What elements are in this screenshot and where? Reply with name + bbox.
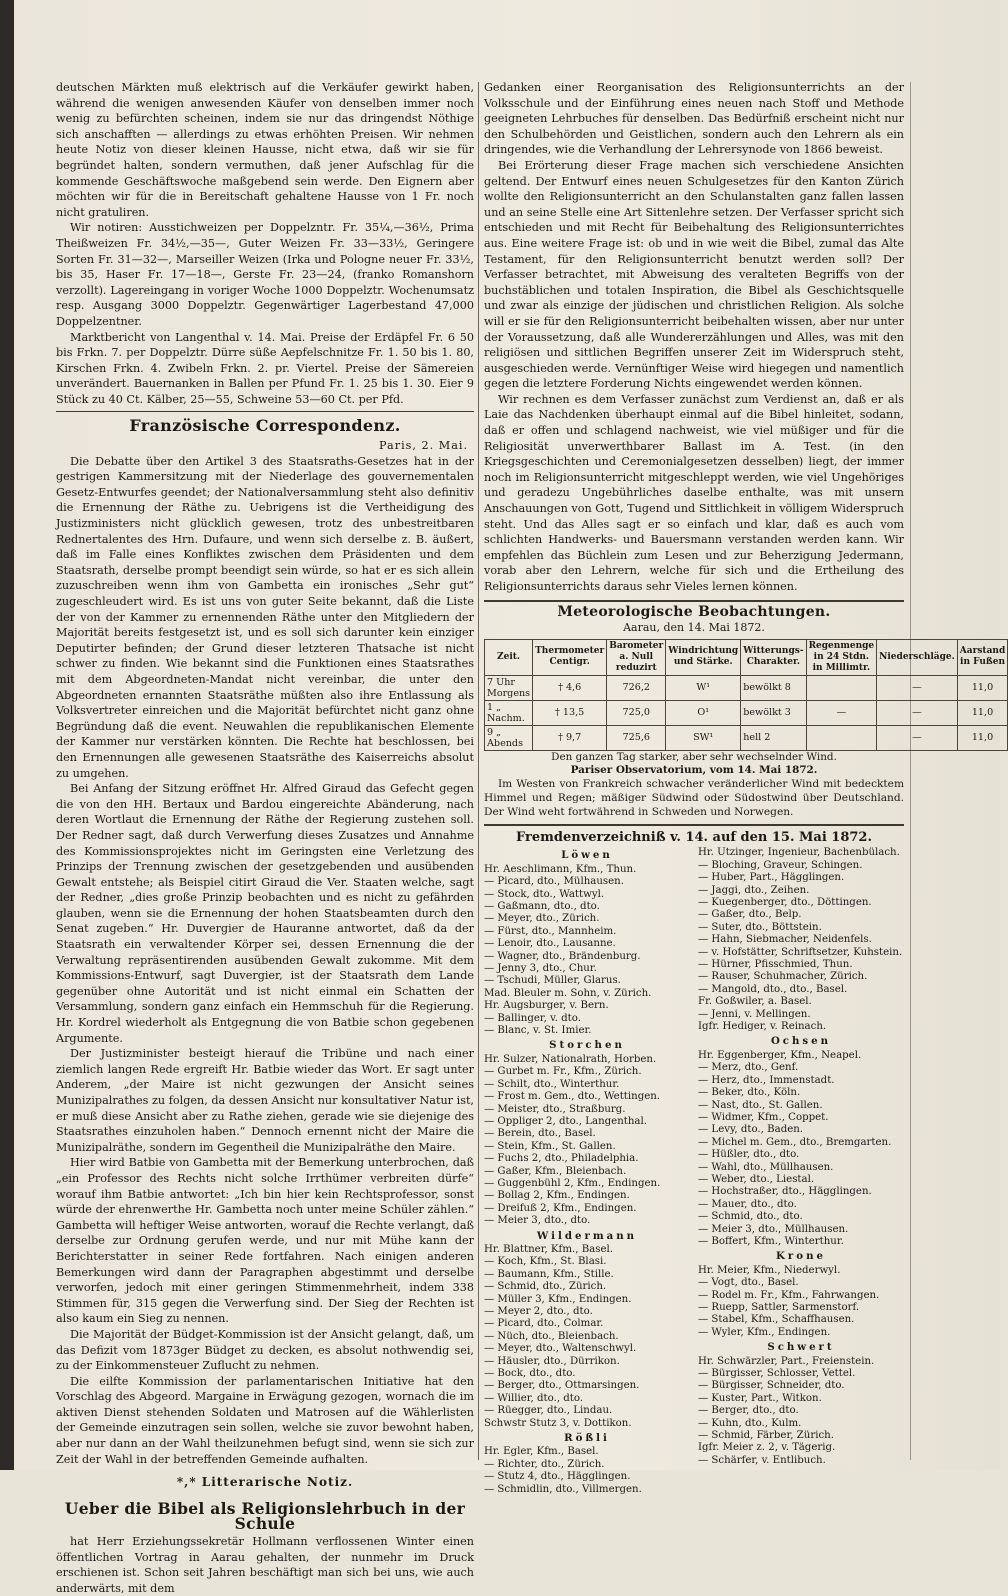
langenthal-market-report: Marktbericht von Langenthal v. 14. Mai. Preise der Erdäpfel Fr. 6 50 bis Frkn. 7. per Doppelztr. Dürre süße Aepfelschnitze Fr. 1. 50 bis 1. 80, Kirschen Frkn. 4. Zwibeln Frkn. 2. pr. Viertel. Preise der Sämereien unverändert. Bauernanken in Ballen per Pfund Fr. 1. 25 bis 1. 30. Eier 9 Stück zu 40 Ct. Kälber, 25—55, Schweine 53—60 Ct. per Pfd. [56,330,474,406]
list-item: — Wyler, Kfm., Endingen. [698,1326,831,1338]
list-item: — Hochstraßer, dto., Hägglingen. [698,1186,872,1198]
bible-article-heading: Ueber die Bibel als Religionslehrbuch in der Schule [64,1498,466,1534]
list-item: — Müller 3, Kfm., Endingen. [484,1293,632,1305]
market-paragraph-2: Wir notiren: Ausstichweizen per Doppelzntr. Fr. 35¼,—36½, Prima Theißweizen Fr. 34½,—35—, Guter Weizen Fr. 33—33½, Geringere Sorten Fr. 31—32—, Marseiller Weizen (Irka und Pologne neuer Fr. 33½, bis 35, Haser Fr. 17—18—, Gerste Fr. 23—24, (franko Romanshorn verzollt). Lagereingang in voriger Woche 1000 Doppelztr. Wochenumsatz resp. Ausgang 3000 Doppelztr. Gegenwärtiger Lagerbestand 47,000 Doppelzentner. [56,221,474,328]
list-item: — Meier 3, dto., Müllhausen. [698,1223,849,1235]
list-item: — Tschudi, Müller, Glarus. [484,975,621,987]
list-item: — Gaßer, Kfm., Bleienbach. [484,1165,627,1177]
french-paragraph-1: Die Debatte über den Artikel 3 des Staatsraths-Gesetzes hat in der gestrigen Kammersitzung mit der Niederlage des gouvernementalen Gesetz-Entwurfes geendet; der Nationalversammlung steht also definitiv die Ernennung der Räthe zu. Uebrigens ist die Vertheidigung des Justizministers nicht glücklich gewesen, trotz des unbestreitbaren Rednertalentes des Hrn. Dufaure, und wenn sich derselbe z. B. äußert, daß im Falle eines Konfliktes zwischen dem Präsidenten und dem Staatsrath, derselbe prompt beendigt sein würde, so hat er es sich allein zuzuschreiben wenn ihm von Gambetta ein ironisches „Sehr gut“ zugeschleudert wird. Es ist uns von guter Seite bekannt, daß die Liste der von der Kammer zu ernennenden Räthe unter den Mitgliedern der Majorität bereits festgesetzt ist, und es soll sich darunter kein einziger Deputirter befinden; der Grund dieser letzteren Thatsache ist nicht schwer zu finden. Wie bekannt sind die Funktionen eines Staatsrathes mit dem Abgeordneten-Mandat nicht vereinbar, die unter den Abgeordneten ernannten Staatsräthe müßten also ihre Entlassung als Volksvertreter einreichen und die Majorität befürchtet nicht ganz ohne Begründung daß die event. Neuwahlen die republikanischen Elemente der Kammer nur verstärken könnten. Die Rechte hat beschlossen, bei den Ernennungen alle gewesenen Staatsräthe des Kaiserreichs absolut zu umgehen. [56,454,474,780]
list-item: — Picard, dto., Colmar. [484,1318,604,1330]
list-item: Hr. Sulzer, Nationalrath, Horben. [484,1053,657,1065]
hotel-name: Krone [776,1250,826,1263]
list-item: — Bürgisser, Schneider, dto. [698,1380,845,1392]
list-item: — Rodel m. Fr., Kfm., Fahrwangen. [698,1289,880,1301]
weather-col-thermometer: Thermometer Centigr. [533,639,607,675]
list-item: Schwstr Stutz 3, v. Dottikon. [484,1417,632,1429]
list-item: — Hüßler, dto., dto. [698,1149,800,1161]
weather-dateline: Aarau, den 14. Mai 1872. [623,621,765,635]
table-row: 7 Uhr Morgens † 4,6 726,2 W¹ bewölkt 8 — 11,0 [485,675,1008,700]
list-item: Hr. Egler, Kfm., Basel. [484,1446,599,1458]
list-item: — Frost m. Gem., dto., Wettingen. [484,1091,661,1103]
bible-paragraph-1: hat Herr Erziehungssekretär Hollmann verflossenen Winter einen öffentlichen Vortrag in Aarau gehalten, der nunmehr im Druck erschienen ist. Schon seit Jahren beschäftigt man sich bei uns, wie auch anderwärts, mit dem [56,1535,474,1595]
list-item: Hr. Blattner, Kfm., Basel. [484,1243,614,1255]
list-item: — Stein, Kfm., St. Gallen. [484,1140,616,1152]
list-item: — Oppliger 2, dto., Langenthal. [484,1115,647,1127]
hotel-name: Storchen [549,1039,625,1052]
literary-note-heading: *,* Litterarische Notiz. [176,1475,354,1490]
list-item: — Schmid, Färber, Zürich. [698,1430,834,1442]
page-right-border [910,82,911,1460]
list-item: — Widmer, Kfm., Coppet. [698,1111,829,1123]
list-item: — Lenoir, dto., Lausanne. [484,938,616,950]
weather-col-precip: Niederschläge. [877,639,958,675]
list-item: — Wahl, dto., Müllhausen. [698,1161,834,1173]
list-item: — Stock, dto., Wattwyl. [484,888,605,900]
weather-note: Den ganzen Tag starker, aber sehr wechselnder Wind. [551,750,837,763]
list-item: — Ruepp, Sattler, Sarmenstorf. [698,1302,860,1313]
list-item: Igfr. Meier z. 2, v. Tägerig. [698,1442,836,1454]
visitor-list-heading: Fremdenverzeichniß v. 14. auf den 15. Mai 1872. [515,829,872,845]
list-item: — Michel m. Gem., dto., Bremgarten. [698,1136,892,1148]
list-item: — Bloching, Graveur, Schingen. [698,859,863,871]
weather-table [484,639,1008,751]
list-item: — Schmid, dto., dto. [698,1211,803,1223]
list-item: — Rauser, Schuhmacher, Zürich. [698,971,868,983]
list-item: — Bürgisser, Schlosser, Vettel. [698,1368,856,1380]
list-item: — Jenni, v. Mellingen. [698,1008,811,1020]
list-item: — Kuster, Part., Witkon. [698,1392,822,1404]
list-item: — Picard, dto., Mülhausen. [484,876,624,888]
list-item: — Gaßmann, dto., dto. [484,901,600,912]
list-item: — Fuchs 2, dto., Philadelphia. [484,1153,639,1165]
weather-col-zeit: Zeit. [485,639,533,675]
scan-edge [0,0,14,1470]
list-item: — Koch, Kfm., St. Blasi. [484,1256,607,1268]
hotel-name: Ochsen [770,1035,832,1048]
table-row: 1 „ Nachm. † 13,5 725,0 O¹ bewölkt 3 — — 11,0 [485,700,1008,725]
list-item: — Gaßer, dto., Belp. [698,909,802,921]
list-item: Hr. Aeschlimann, Kfm., Thun. [484,863,637,875]
section-rule [484,824,904,826]
list-item: — Dreifuß 2, Kfm., Endingen. [484,1202,637,1214]
paris-observatory-heading: Pariser Observatorium, vom 14. Mai 1872. [570,763,818,776]
list-item: — Jenny 3, dto., Chur. [484,963,597,975]
list-item: Hr. Augsburger, v. Bern. [484,1000,609,1012]
weather-col-rain: Regenmenge in 24 Stdn. in Millimtr. [806,639,877,675]
list-item: — Weber, dto., Liestal. [698,1173,815,1185]
list-item: — Schmid, dto., Zürich. [484,1281,607,1293]
list-item: — Meyer, dto., Waltenschwyl. [484,1343,637,1355]
list-item: — Ballinger, v. dto. [484,1012,581,1024]
list-item: — Meister, dto., Straßburg. [484,1103,626,1115]
hotel-name: Wildermann [536,1229,638,1242]
list-item: — Stutz 4, dto., Hägglingen. [484,1471,631,1483]
market-paragraph-1: deutschen Märkten muß elektrisch auf die Verkäufer gewirkt haben, während die wenigen anwesenden Käufer von denselben immer noch wenig zu befürchten scheinen, indem sie nur das dringendst Nöthige sich anschafften — allerdings zu etwas erhöhten Preisen. Wir nehmen heute Notiz von dieser kleinen Hausse, nicht etwa, daß wir sie für begründet halten, sondern vermuthen, daß jener Aufschlag für die kommende Geschäftswoche maßgebend sein werde. Den Eignern aber möchten wir für die in Bereitschaft gehaltene Hausse von 1 Fr. noch nicht gratuliren. [56,81,474,219]
list-item: — Hürner, Pfisschmied, Thun. [698,959,853,971]
list-item: — Blanc, v. St. Imier. [484,1025,592,1037]
weather-heading: Meteorologische Beobachtungen. [557,603,831,620]
bible-continuation-1: Gedanken einer Reorganisation des Religionsunterrichts an der Volksschule und der Einführung eines neuen nach Stoff und Methode geeigneten Lehrbuches für denselben. Das Bedürfniß erscheint nicht nur den Schulbehörden und Geistlichen, sondern auch den Lehrern als ein dringendes, wie die Verhandlung der Lehrersynode von 1866 beweist. [484,81,904,157]
list-item: — Meyer 2, dto., dto. [484,1306,593,1317]
right-column [484,80,1006,1495]
list-item: — Baumann, Kfm., Stille. [484,1268,614,1280]
weather-col-sky: Witterungs-Charakter. [741,639,806,675]
list-item: — Suter, dto., Böttstein. [698,921,822,933]
visitor-list-left [484,847,694,1496]
list-item: — Bollag 2, Kfm., Endingen. [484,1190,630,1202]
weather-col-river: Aarstand in Fußen [957,639,1007,675]
list-item: — Willier, dto., dto. [484,1392,584,1404]
french-correspondence-heading: Französische Correspondenz. [129,416,401,436]
list-item: — Hahn, Siebmacher, Neidenfels. [698,934,872,946]
list-item: Hr. Meier, Kfm., Niederwyl. [698,1264,841,1276]
list-item: — Mauer, dto., dto. [698,1198,797,1210]
list-item: — Fürst, dto., Mannheim. [484,925,617,937]
list-item: — Berger, dto., dto. [698,1405,799,1417]
list-item: — Nast, dto., St. Gallen. [698,1099,823,1111]
list-item: — Kuegenberger, dto., Döttingen. [698,897,872,908]
list-item: — Beker, dto., Köln. [698,1087,801,1099]
list-item: Mad. Bleuler m. Sohn, v. Zürich. [484,987,652,999]
bible-continuation-2: Bei Erörterung dieser Frage machen sich verschiedene Ansichten geltend. Der Entwurf eines neuen Schulgesetzes für den Kanton Zürich wollte den Religionsunterricht an den Schulanstalten ganz fallen lassen und an seine Stelle eine Art Sittenlehre setzen. Der Verfasser spricht sich entschieden und mit Recht für Beibehaltung des Religionsunterrichtes aus. Eine weitere Frage ist: ob und in wie weit die Bibel, zumal das Alte Testament, für den Religionsunterricht benutzt werden soll? Der Verfasser betrachtet, mit Abweisung des veralteten Begriffs von der buchstäblichen und totalen Inspiration, die Bibel als Geschichtsquelle und zwar als einzige der jüdischen und christlichen Religion. Als solche will er sie für den Religionsunterricht beibehalten wissen, aber nur unter der Voraussetzung, daß alle Wundererzählungen und Alles, was mit den religiösen und sittlichen Begriffen unserer Zeit im Widerspruch steht, ausgeschieden werde. Vernünftiger Weise wird hiegegen und namentlich gegen die letztere Forderung Nichts eingewendet werden können. [484,158,904,391]
section-rule [56,411,474,412]
list-item: — Berein, dto., Basel. [484,1128,596,1140]
section-rule [484,600,904,602]
list-item: Hr. Eggenberger, Kfm., Neapel. [698,1049,862,1061]
list-item: — Berger, dto., Ottmarsingen. [484,1380,640,1392]
list-item: — Richter, dto., Zürich. [484,1458,605,1470]
table-row: 9 „ Abends † 9,7 725,6 SW¹ hell 2 — 11,0 [485,725,1008,750]
list-item: — Meyer, dto., Zürich. [484,913,600,925]
hotel-name: Schwert [767,1341,835,1354]
hotel-name: Löwen [561,849,613,862]
list-item: — Levy, dto., Baden. [698,1124,804,1136]
list-item: — Guggenbühl 2, Kfm., Endingen. [484,1177,661,1189]
list-item: Hr. Utzinger, Ingenieur, Bachenbülach. [698,847,900,859]
list-item: — v. Hofstätter, Schriftsetzer, Kuhstein. [698,946,903,958]
french-paragraph-3: Der Justizminister besteigt hierauf die Tribüne und nach einer ziemlich langen Rede ergreift Hr. Batbie wieder das Wort. Er sagt unter Anderem, „der Maire ist nicht gezwungen der Ansicht seines Munizipalrathes zu folgen, da dessen Ansicht nur konsultativer Natur ist, er muß diese Ansicht aber zu Rathe ziehen, gerade wie sie diejenige des Staatsrathes einzuholen haben.“ Dennoch ernennt nicht der Maire die Munizipalräthe, sondern im Gegentheil die Munizipalräthe den Maire. [56,1047,474,1154]
left-column [56,80,474,1595]
list-item: — Huber, Part., Hägglingen. [698,872,845,884]
visitor-list-right [694,847,904,1496]
list-item: — Häusler, dto., Dürrikon. [484,1355,620,1367]
paris-observatory-text: Im Westen von Frankreich schwacher veränderlicher Wind mit bedecktem Himmel und Regen; mäßiger Südwind oder Südostwind über Deutschland. Der Wind weht fortwährend in Schweden und Norwegen. [484,777,904,818]
weather-col-barometer: Barometer a. Null reduzirt [607,639,666,675]
list-item: — Schärfer, v. Entlibuch. [698,1454,826,1466]
column-divider [478,82,479,1460]
list-item: — Schmidlin, dto., Villmergen. [484,1483,642,1495]
list-item: — Jaggi, dto., Zeihen. [698,884,810,896]
list-item: — Vogt, dto., Basel. [698,1277,799,1289]
list-item: Fr. Goßwiler, a. Basel. [698,996,812,1008]
list-item: — Merz, dto., Genf. [698,1062,799,1074]
list-item: — Boffert, Kfm., Winterthur. [698,1235,844,1247]
list-item: — Bock, dto., dto. [484,1368,576,1380]
list-item: — Wagner, dto., Brändenburg. [484,950,641,962]
french-paragraph-4: Hier wird Batbie von Gambetta mit der Bemerkung unterbrochen, daß „ein Professor des Rechts nicht solche Irrthümer verbreiten dürfe“ worauf ihm Batbie antwortet: „Ich bin hier kein Rechtsprofessor, sonst würde der ehrenwerthe Hr. Gambetta noch unter meine Schüler zählen.“ Gambetta will heftiger Weise antworten, worauf die Rechte verlangt, daß derselbe zur Ordnung gerufen werde, und nur mit Mühe kann der Berichterstatter in seiner Rede fortfahren. Nach einigen anderen Bemerkungen wird dann der Paragraphen abgestimmt und derselbe verworfen, jedoch mit einer geringen Stimmenmehrheit, indem 338 Stimmen für, 315 gegen die Verwerfung sind. Der Sieg der Rechten ist also kaum ein Sieg zu nennen. [56,1156,474,1326]
list-item: — Gurbet m. Fr., Kfm., Zürich. [484,1066,642,1078]
hotel-name: Rößli [564,1432,610,1445]
bible-continuation-3: Wir rechnen es dem Verfasser zunächst zum Verdienst an, daß er als Laie das Nachdenken überhaupt einmal auf die Bibel hinleitet, sodann, daß er offen und schlagend nachweist, wie viel müßiger und für die Religiosität unverwerthbarer Ballast im A. Test. (in den Kriegsgeschichten und Ceremonialgesetzen desselben) liegt, der immer noch im Religionsunterricht mitgeschleppt werden, wie viel Ungehöriges und geradezu Ungebührliches daselbe enthalte, was mit unsern Anschauungen von Gott, Tugend und Sittlichkeit in völligem Widerspruch steht. Und das Alles sagt er so einfach und klar, daß es auch vom schlichten Handwerks- und Bauersmann verstanden werden kann. Wir empfehlen das Büchlein zum Lesen und zur Beherzigung Jedermann, vorab aber den Lehrern, welche für sich und die Ertheilung des Religionsunterrichts daraus sehr Vieles lernen können. [484,392,904,593]
list-item: — Nüch, dto., Bleienbach. [484,1330,619,1342]
french-paragraph-6: Die eilfte Kommission der parlamentarischen Initiative hat den Vorschlag des Abgeord. Margaine in Erwägung gezogen, wornach die im aktiven Dienst stehenden Soldaten und Matrosen auf die Wählerlisten der Gemeinde einzutragen sein sollen, welche sie zuvor bewohnt haben, aber nur dann an der Wahl theilzunehmen befugt sind, wenn sie sich zur Zeit der Wahl in der betreffenden Gemeinde aufhalten. [56,1374,474,1466]
french-paragraph-2: Bei Anfang der Sitzung eröffnet Hr. Alfred Giraud das Gefecht gegen die von den HH. Bertaux und Bardou eingereichte Abänderung, nach deren Wortlaut die Ernennung der Räthe der Regierung zustehen soll. Der Redner sagt, daß durch Verwerfung dieses Zusatzes und Annahme des Kommissionsprojektes nicht im Geringsten eine Verletzung des Prinzips der Trennung zwischen der gesetzgebenden und ausübenden Gewalt entstehe; als Beispiel citirt Giraud die Ver. Staaten welche, sagt der Redner, „dies große Prinzip beobachten und es nicht zu gefährden glauben, wenn sie die Ernennung der hohen Staatsbeamten durch den Senat zugeben.“ Hr. Duvergier de Hauranne antwortet, daß da der Staatsrath ein verwaltender Körper sei, dessen Ernennung die der Verwaltung repräsentirenden ausübenden Gewalt zukomme. Mit dem Kommissions-Entwurf, sagt Duvergier, ist der Staatsrath dem Lande gegenüber ohne Autorität und ist nicht einmal ein Schatten der Versammlung, sondern ganz einfach ein Hemmschuh für die Regierung. Hr. Kordrel wiederholt als Entgegnung die von Batbie schon gegebenen Argumente. [56,782,474,1045]
list-item: — Rüegger, dto., Lindau. [484,1405,613,1417]
paris-dateline: Paris, 2. Mai. [379,439,468,453]
list-item: — Meier 3, dto., dto. [484,1215,591,1227]
weather-col-wind: Windrichtung und Stärke. [666,639,741,675]
list-item: — Herz, dto., Immenstadt. [698,1074,835,1086]
visitor-lists [484,847,904,1496]
list-item: — Kuhn, dto., Kulm. [698,1417,802,1429]
list-item: — Mangold, dto., dto., Basel. [698,983,848,995]
list-item: Hr. Schwärzler, Part., Freienstein. [698,1355,875,1367]
list-item: — Schilt, dto., Winterthur. [484,1078,620,1090]
french-paragraph-5: Die Majorität der Büdget-Kommission ist der Ansicht gelangt, daß, um das Defizit vom 1873ger Büdget zu decken, es absolut nothwendig sei, zu der Einkommensteuer Zuflucht zu nehmen. [56,1327,474,1373]
list-item: — Stabel, Kfm., Schaffhausen. [698,1314,855,1326]
list-item: Igfr. Hediger, v. Reinach. [698,1021,827,1033]
